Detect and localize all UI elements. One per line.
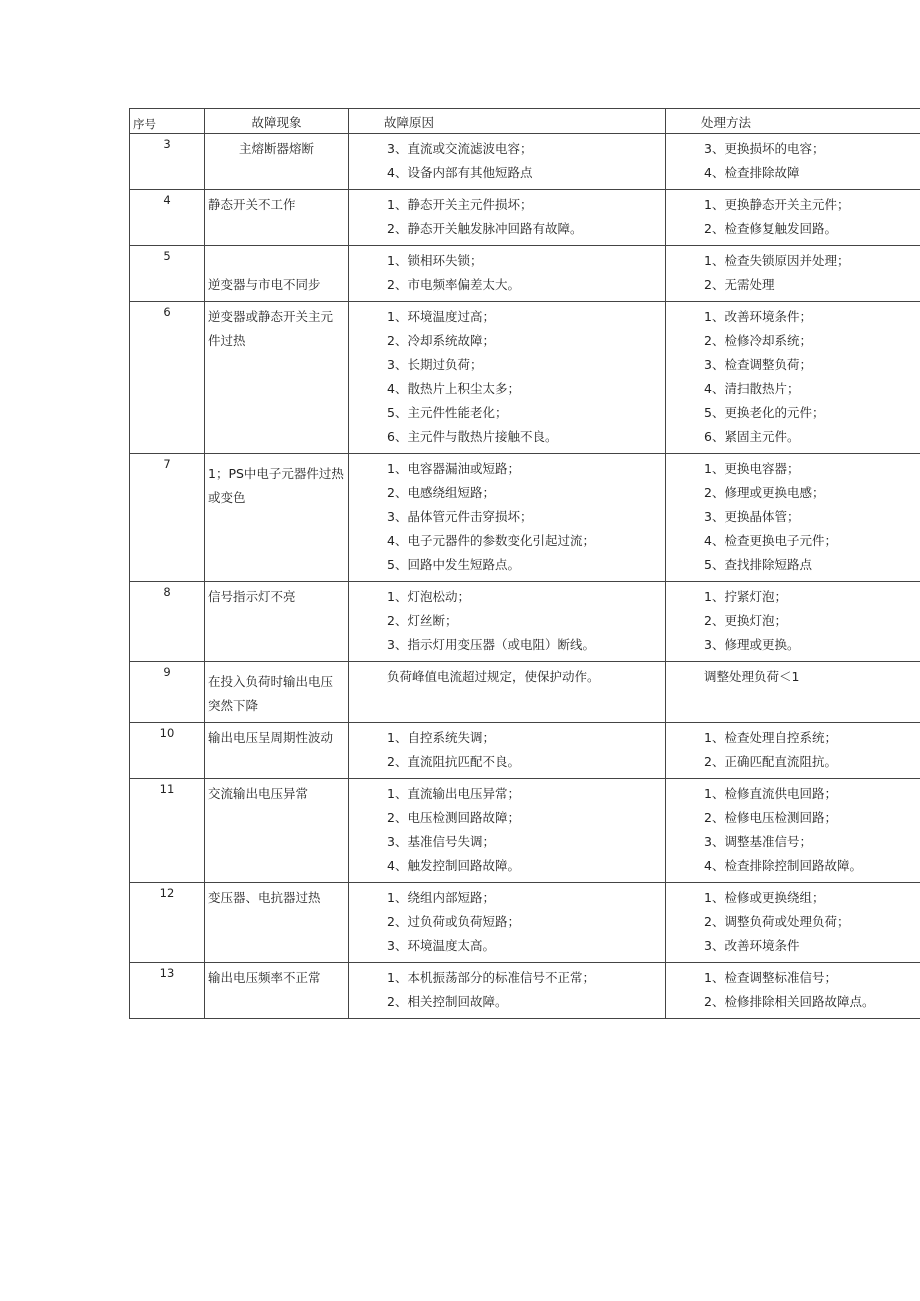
table-row [130,246,920,302]
fault-symptom: 输出电压频率不正常 [205,963,349,1019]
table-row [130,963,920,1019]
cause-item: 2、电压检测回路故障； [387,810,520,825]
row-number: 3 [130,134,205,190]
fix-item: 1、更换静态开关主元件； [704,197,850,212]
cause-item: 1、绕组内部短路； [387,890,495,905]
row-number: 13 [130,963,205,1019]
cause-item: 1、电容器漏油或短路； [387,461,520,476]
table-row [130,662,920,723]
fault-symptom: 信号指示灯不亮 [205,582,349,662]
fault-symptom: 输出电压呈周期性波动 [205,723,349,779]
row-number: 5 [130,246,205,302]
row-number: 6 [130,302,205,454]
fault-causes [349,302,666,454]
table-row [130,190,920,246]
header-fix: 处理方法 [666,109,920,134]
cause-item: 3、指示灯用变压器（或电阻）断线。 [387,637,595,652]
cause-item: 3、基准信号失调； [387,834,495,849]
fix-item: 4、检查更换电子元件； [704,533,837,548]
cause-item: 4、散热片上积尘太多； [387,381,520,396]
cause-item: 2、过负荷或负荷短路； [387,914,520,929]
fault-causes [349,582,666,662]
fix-item: 3、修理或更换。 [704,637,800,652]
fix-item: 1、更换电容器； [704,461,800,476]
fault-fixes [666,662,920,723]
cause-item: 4、设备内部有其他短路点 [387,165,533,180]
cause-item: 2、冷却系统故障； [387,333,495,348]
fix-item: 2、更换灯泡； [704,613,787,628]
cause-item: 6、主元件与散热片接触不良。 [387,429,558,444]
cause-item: 1、锁相环失锁； [387,253,483,268]
fix-item: 2、检修冷却系统； [704,333,812,348]
fix-item: 2、检修排除相关回路故障点。 [704,994,875,1009]
fix-item: 3、调整基准信号； [704,834,812,849]
cause-item: 4、电子元器件的参数变化引起过流； [387,533,595,548]
cause-item: 2、静态开关触发脉冲回路有故障。 [387,221,583,236]
fault-fixes [666,246,920,302]
table-header-row [130,109,920,134]
fault-causes [349,723,666,779]
cause-item: 5、回路中发生短路点。 [387,557,520,572]
cause-item: 5、主元件性能老化； [387,405,508,420]
table-row [130,454,920,582]
cause-item: 3、直流或交流滤波电容； [387,141,533,156]
fault-causes [349,190,666,246]
cause-item: 1、直流输出电压异常； [387,786,520,801]
row-number: 10 [130,723,205,779]
table-row [130,779,920,883]
fix-item: 2、调整负荷或处理负荷； [704,914,850,929]
fault-symptom: 交流输出电压异常 [205,779,349,883]
fault-symptom: 1；PS中电子元器件过热或变色 [205,454,349,582]
cause-item: 3、晶体管元件击穿损坏； [387,509,533,524]
cause-item: 2、市电频率偏差太大。 [387,277,520,292]
table-row [130,582,920,662]
fault-causes [349,779,666,883]
table-row [130,134,920,190]
fix-item: 5、更换老化的元件； [704,405,825,420]
fix-item: 调整处理负荷＜1 [704,669,800,684]
header-cause: 故障原因 [349,109,666,134]
row-number: 4 [130,190,205,246]
fix-item: 2、检查修复触发回路。 [704,221,837,236]
cause-item: 负荷峰值电流超过规定，使保护动作。 [387,669,600,684]
table-row [130,723,920,779]
header-no: 序号 [130,109,205,134]
cause-item: 2、直流阻抗匹配不良。 [387,754,520,769]
fix-item: 1、检查处理自控系统； [704,730,837,745]
fault-fixes [666,779,920,883]
fix-item: 4、检查排除控制回路故障。 [704,858,862,873]
fix-item: 1、检查调整标准信号； [704,970,837,985]
fix-item: 5、查找排除短路点 [704,557,812,572]
table-row [130,302,920,454]
fault-causes [349,246,666,302]
fault-symptom: 静态开关不工作 [205,190,349,246]
cause-item: 1、自控系统失调； [387,730,495,745]
fault-causes [349,883,666,963]
row-number: 9 [130,662,205,723]
fault-fixes [666,582,920,662]
fix-item: 2、无需处理 [704,277,775,292]
fault-fixes [666,454,920,582]
fault-symptom: 逆变器与市电不同步 [205,246,349,302]
fault-fixes [666,963,920,1019]
fix-item: 3、改善环境条件 [704,938,800,953]
fault-symptom: 变压器、电抗器过热 [205,883,349,963]
header-symptom: 故障现象 [205,109,349,134]
table-row [130,883,920,963]
cause-item: 3、环境温度太高。 [387,938,495,953]
cause-item: 1、静态开关主元件损坏； [387,197,533,212]
cause-item: 2、相关控制回故障。 [387,994,508,1009]
fix-item: 3、检查调整负荷； [704,357,812,372]
cause-item: 1、环境温度过高； [387,309,495,324]
fix-item: 2、正确匹配直流阻抗。 [704,754,837,769]
fix-item: 1、检查失锁原因并处理； [704,253,850,268]
cause-item: 2、灯丝断； [387,613,458,628]
fix-item: 3、更换损坏的电容； [704,141,825,156]
cause-item: 1、灯泡松动； [387,589,470,604]
fix-item: 1、检修或更换绕组； [704,890,825,905]
fix-item: 6、紧固主元件。 [704,429,800,444]
fault-fixes [666,723,920,779]
fault-symptom: 在投入负荷时输出电压突然下降 [205,662,349,723]
cause-item: 1、本机振荡部分的标准信号不正常； [387,970,595,985]
row-number: 12 [130,883,205,963]
fault-fixes [666,190,920,246]
fix-item: 4、清扫散热片； [704,381,800,396]
fault-symptom: 主熔断器熔断 [205,134,349,190]
fault-causes [349,662,666,723]
fix-item: 3、更换晶体管； [704,509,800,524]
fault-fixes [666,134,920,190]
fix-item: 4、检查排除故障 [704,165,800,180]
fix-item: 1、改善环境条件； [704,309,812,324]
fix-item: 1、拧紧灯泡； [704,589,787,604]
cause-item: 2、电感绕组短路； [387,485,495,500]
fault-symptom: 逆变器或静态开关主元件过热 [205,302,349,454]
fault-table [129,108,920,1019]
fault-causes [349,963,666,1019]
cause-item: 3、长期过负荷； [387,357,483,372]
fault-causes [349,134,666,190]
cause-item: 4、触发控制回路故障。 [387,858,520,873]
fault-fixes [666,302,920,454]
table-body [130,134,920,1019]
fix-item: 2、检修电压检测回路； [704,810,837,825]
fix-item: 1、检修直流供电回路； [704,786,837,801]
fault-causes [349,454,666,582]
row-number: 11 [130,779,205,883]
fault-fixes [666,883,920,963]
fix-item: 2、修理或更换电感； [704,485,825,500]
row-number: 7 [130,454,205,582]
row-number: 8 [130,582,205,662]
